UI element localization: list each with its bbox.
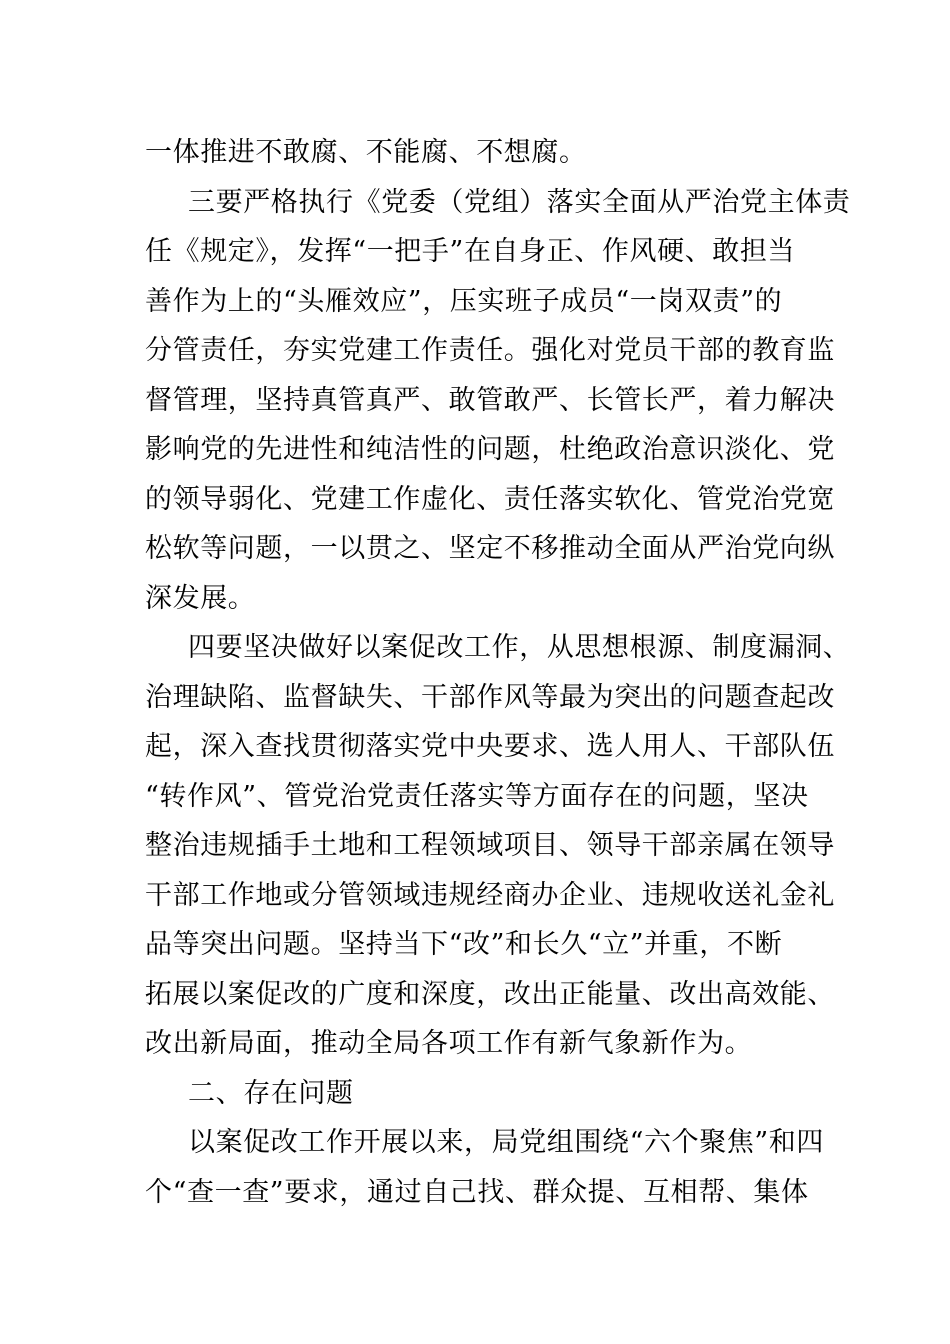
text-line: 督管理，坚持真管真严、敢管敢严、长管长严，着力解决 (145, 384, 835, 416)
text-line: 松软等问题，一以贯之、坚定不移推动全面从严治党向纵 (145, 533, 835, 564)
text-line: 起，深入查找贯彻落实党中央要求、选人用人、干部队伍 (145, 731, 835, 762)
text-line: 干部工作地或分管领域违规经商办企业、违规收送礼金礼 (145, 879, 835, 911)
text-line: “转作风”、管党治党责任落实等方面存在的问题，坚决 (145, 780, 809, 812)
text-line: 影响党的先进性和纯洁性的问题，杜绝政治意识淡化、党 (145, 434, 835, 465)
text-line: 四要坚决做好以案促改工作，从思想根源、制度漏洞、 (188, 632, 851, 663)
text-line: 整治违规插手土地和工程领域项目、领导干部亲属在领导 (145, 830, 835, 861)
text-line: 改出新局面，推动全局各项工作有新气象新作为。 (145, 1028, 753, 1059)
text-line: 品等突出问题。坚持当下“改”和长久“立”并重，不断 (145, 929, 783, 960)
text-line: 三要严格执行《党委（党组）落实全面从严治党主体责 (188, 186, 851, 218)
text-line: 善作为上的“头雁效应”，压实班子成员“一岗双责”的 (145, 285, 783, 317)
document-body-text (145, 128, 851, 1217)
text-line: 分管责任，夯实党建工作责任。强化对党员干部的教育监 (145, 335, 835, 366)
text-line: 个“查一查”要求，通过自己找、群众提、互相帮、集体 (145, 1176, 809, 1208)
text-line: 的领导弱化、党建工作虚化、责任落实软化、管党治党宽 (145, 483, 835, 515)
text-line: 拓展以案促改的广度和深度，改出正能量、改出高效能、 (145, 978, 835, 1010)
text-line: 任《规定》，发挥“一把手”在自身正、作风硬、敢担当 (145, 236, 796, 267)
text-line: 治理缺陷、监督缺失、干部作风等最为突出的问题查起改 (145, 681, 835, 713)
text-line: 深发展。 (145, 582, 256, 614)
text-line: 一体推进不敢腐、不能腐、不想腐。 (145, 137, 587, 168)
section-heading: 二、存在问题 (188, 1077, 354, 1109)
text-line: 以案促改工作开展以来，局党组围绕“六个聚焦”和四 (188, 1127, 825, 1158)
